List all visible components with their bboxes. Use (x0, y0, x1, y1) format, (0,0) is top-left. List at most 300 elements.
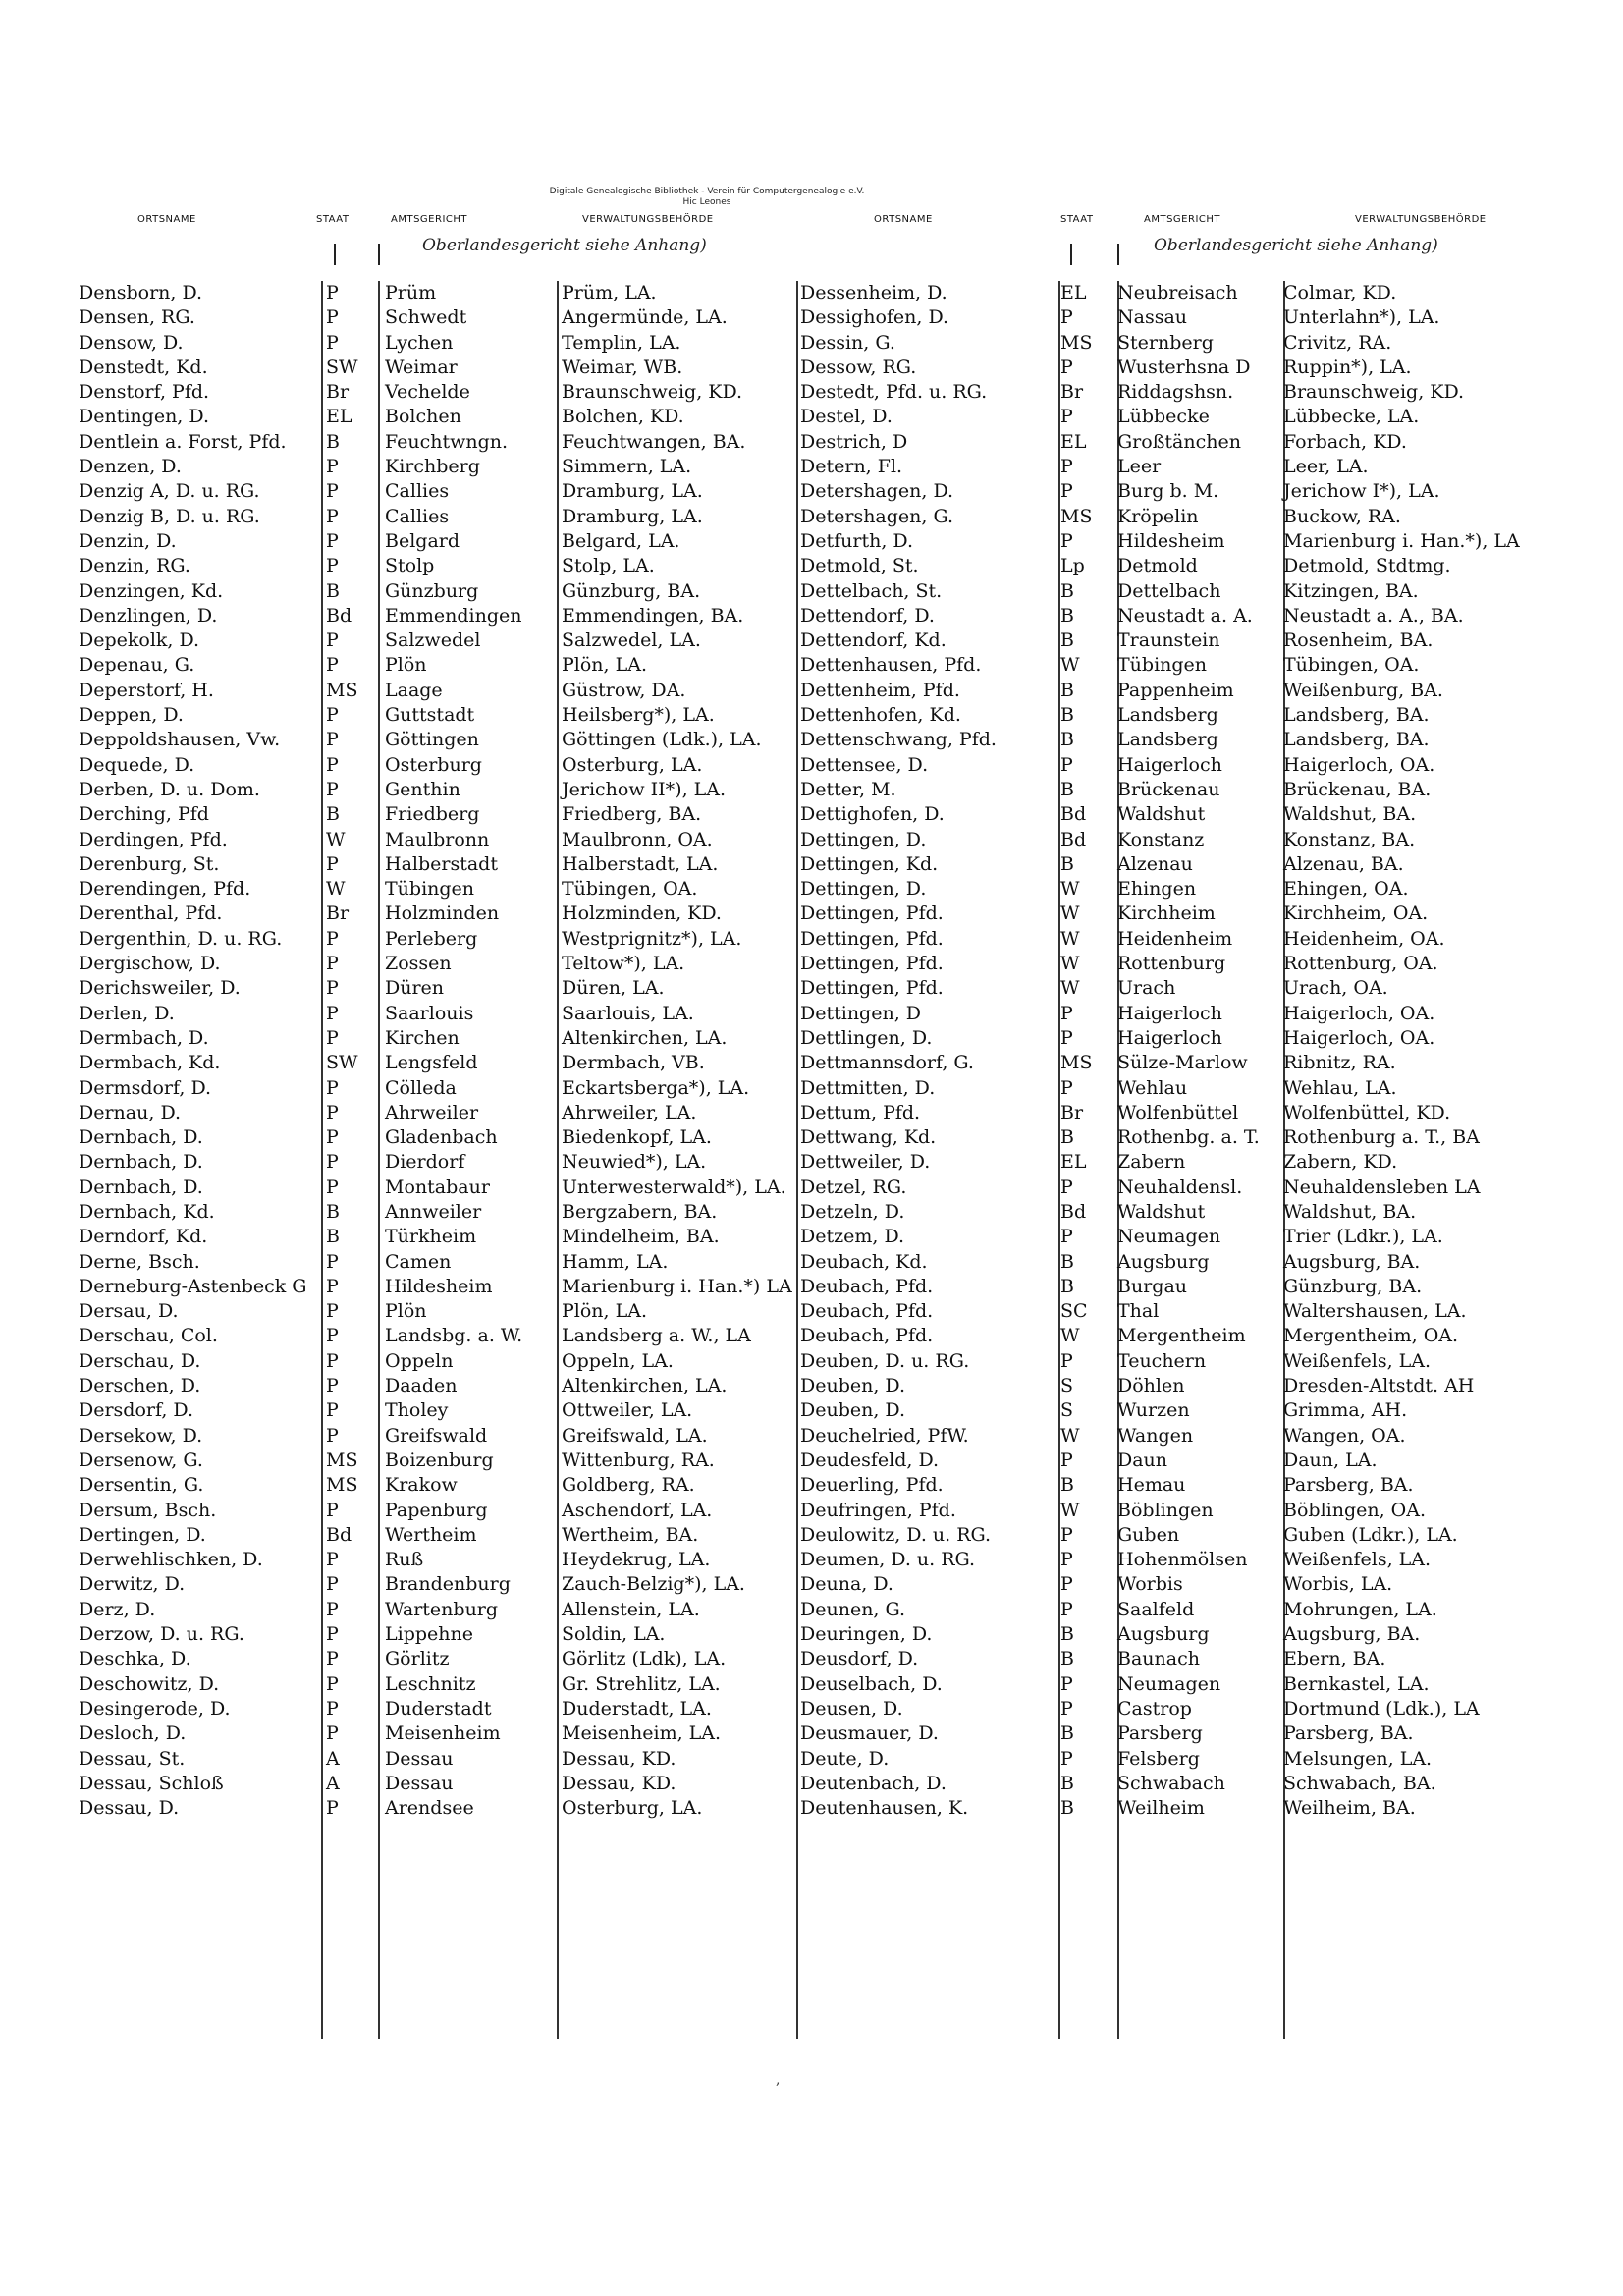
cell-amtsgericht: Tübingen (385, 878, 475, 901)
cell-ortsname: Dettingen, D (800, 1002, 922, 1024)
cell-ortsname: Deuna, D. (800, 1573, 893, 1596)
cell-staat: P (1060, 480, 1073, 503)
cell-staat: MS (1060, 1052, 1093, 1074)
cell-verwaltung: Güstrow, DA. (562, 679, 686, 701)
cell-amtsgericht: Halberstadt (385, 852, 498, 875)
table-row (79, 1548, 795, 1572)
cell-staat: P (1060, 1672, 1073, 1695)
cell-verwaltung: Augsburg, BA. (1283, 1250, 1421, 1273)
cell-verwaltung: Templin, LA. (562, 331, 681, 354)
cell-ortsname: Dessau, Schloß (79, 1772, 224, 1794)
cell-staat: W (1060, 1499, 1080, 1521)
cell-staat: S (1060, 1399, 1074, 1422)
cell-amtsgericht: Neuhaldensl. (1117, 1175, 1243, 1198)
cell-verwaltung: Heilsberg*), LA. (562, 704, 715, 727)
cell-staat: P (1060, 1573, 1073, 1596)
cell-amtsgericht: Stolp (385, 555, 435, 577)
watermark-line1: Digitale Genealogische Bibliothek - Verein für Computergenealogie e.V. (549, 187, 865, 196)
cell-ortsname: Denzin, RG. (79, 555, 190, 577)
cell-verwaltung: Mohrungen, LA. (1283, 1598, 1437, 1620)
cell-ortsname: Dersum, Bsch. (79, 1499, 217, 1521)
cell-staat: EL (1060, 282, 1087, 303)
cell-staat: Br (326, 381, 350, 404)
table-row (800, 778, 1546, 802)
table-row (800, 1150, 1546, 1175)
cell-amtsgericht: Saalfeld (1117, 1598, 1195, 1620)
table-row (79, 1026, 795, 1051)
header-rule (1070, 244, 1072, 265)
cell-verwaltung: Forbach, KD. (1283, 430, 1407, 453)
table-row (79, 479, 795, 504)
cell-amtsgericht: Hildesheim (385, 1275, 493, 1297)
header-rule (378, 244, 380, 265)
cell-verwaltung: Stolp, LA. (562, 555, 655, 577)
cell-verwaltung: Halberstadt, LA. (562, 852, 719, 875)
cell-ortsname: Dessau, D. (79, 1797, 180, 1820)
cell-staat: P (326, 729, 339, 751)
cell-verwaltung: Salzwedel, LA. (562, 629, 701, 652)
cell-verwaltung: Heidenheim, OA. (1283, 927, 1445, 950)
cell-staat: B (1060, 1623, 1074, 1646)
table-row (79, 1150, 795, 1175)
cell-amtsgericht: Krakow (385, 1474, 458, 1497)
cell-ortsname: Derndorf, Kd. (79, 1226, 208, 1248)
table-row (79, 1622, 795, 1647)
cell-ortsname: Desingerode, D. (79, 1697, 231, 1720)
cell-verwaltung: Waldshut, BA. (1283, 1200, 1417, 1223)
cell-amtsgericht: Callies (385, 505, 450, 527)
cell-staat: B (1060, 778, 1074, 800)
cell-verwaltung: Braunschweig, KD. (562, 381, 743, 404)
cell-verwaltung: Ebern, BA. (1283, 1648, 1386, 1670)
table-row (800, 1499, 1546, 1523)
cell-amtsgericht: Genthin (385, 778, 460, 800)
cell-verwaltung: Osterburg, LA. (562, 753, 703, 776)
cell-staat: S (1060, 1375, 1074, 1397)
table-row (800, 653, 1546, 678)
cell-amtsgericht: Leschnitz (385, 1672, 476, 1695)
cell-ortsname: Derwitz, D. (79, 1573, 186, 1596)
cell-amtsgericht: Gladenbach (385, 1126, 498, 1149)
cell-staat: W (1060, 1424, 1080, 1447)
table-row (800, 529, 1546, 554)
cell-ortsname: Dentingen, D. (79, 406, 209, 428)
cell-staat: Br (326, 902, 350, 925)
cell-amtsgericht: Callies (385, 480, 450, 503)
table-row (79, 802, 795, 827)
cell-staat: Bd (326, 1523, 352, 1546)
cell-verwaltung: Zabern, KD. (1283, 1151, 1398, 1174)
cell-staat: P (1060, 529, 1073, 552)
cell-verwaltung: Lübbecke, LA. (1283, 406, 1420, 428)
cell-staat: B (326, 1200, 340, 1223)
cell-verwaltung: Dramburg, LA. (562, 505, 703, 527)
cell-ortsname: Dersenow, G. (79, 1449, 203, 1471)
cell-ortsname: Deuchelried, PfW. (800, 1424, 969, 1447)
table-row (79, 1175, 795, 1200)
cell-amtsgericht: Meisenheim (385, 1722, 501, 1745)
table-row (800, 1374, 1546, 1398)
cell-ortsname: Denzin, D. (79, 529, 177, 552)
cell-staat: P (326, 1151, 339, 1174)
cell-staat: W (1060, 953, 1080, 975)
cell-verwaltung: Tübingen, OA. (1283, 654, 1420, 677)
cell-verwaltung: Saarlouis, LA. (562, 1002, 694, 1024)
cell-staat: P (326, 1325, 339, 1347)
cell-staat: Br (1060, 381, 1084, 404)
cell-staat: P (326, 852, 339, 875)
cell-amtsgericht: Traunstein (1117, 629, 1220, 652)
table-row (79, 1200, 795, 1225)
cell-ortsname: Denzingen, Kd. (79, 579, 224, 602)
cell-amtsgericht: Burg b. M. (1117, 480, 1219, 503)
cell-staat: P (326, 1424, 339, 1447)
cell-staat: W (1060, 977, 1080, 1000)
cell-ortsname: Deschowitz, D. (79, 1672, 220, 1695)
cell-ortsname: Deperstorf, H. (79, 679, 214, 701)
cell-ortsname: Dergischow, D. (79, 953, 221, 975)
cell-ortsname: Densow, D. (79, 331, 184, 354)
table-row (79, 728, 795, 752)
cell-staat: P (1060, 1026, 1073, 1049)
cell-ortsname: Dermbach, Kd. (79, 1052, 221, 1074)
cell-verwaltung: Teltow*), LA. (562, 953, 685, 975)
cell-ortsname: Deuben, D. u. RG. (800, 1349, 970, 1372)
cell-ortsname: Derenburg, St. (79, 852, 220, 875)
cell-amtsgericht: Baunach (1117, 1648, 1200, 1670)
watermark (511, 187, 903, 208)
table-row (800, 902, 1546, 926)
table-row (800, 952, 1546, 976)
table-row (800, 479, 1546, 504)
cell-verwaltung: Wolfenbüttel, KD. (1283, 1101, 1451, 1123)
cell-amtsgericht: Castrop (1117, 1697, 1192, 1720)
cell-amtsgericht: Schwedt (385, 306, 467, 329)
cell-ortsname: Denstedt, Kd. (79, 355, 208, 378)
cell-amtsgericht: Günzburg (385, 579, 479, 602)
table-row (79, 1722, 795, 1746)
cell-verwaltung: Wittenburg, RA. (562, 1449, 715, 1471)
cell-verwaltung: Waltershausen, LA. (1283, 1300, 1467, 1323)
cell-ortsname: Derdingen, Pfd. (79, 828, 228, 850)
cell-staat: W (326, 878, 346, 901)
cell-staat: B (1060, 629, 1074, 652)
cell-ortsname: Detershagen, D. (800, 480, 954, 503)
cell-staat: P (1060, 1549, 1073, 1571)
cell-verwaltung: Prüm, LA. (562, 282, 657, 303)
cell-staat: B (1060, 1275, 1074, 1297)
cell-amtsgericht: Guttstadt (385, 704, 475, 727)
cell-verwaltung: Ribnitz, RA. (1283, 1052, 1396, 1074)
cell-amtsgericht: Riddagshsn. (1117, 381, 1234, 404)
table-row (79, 380, 795, 405)
cell-staat: B (1060, 1474, 1074, 1497)
cell-amtsgericht: Weilheim (1117, 1797, 1205, 1820)
cell-amtsgericht: Lengsfeld (385, 1052, 478, 1074)
table-row (800, 1349, 1546, 1374)
right-column (800, 281, 1546, 1821)
cell-ortsname: Dettenheim, Pfd. (800, 679, 960, 701)
table-row (800, 305, 1546, 330)
table-row (800, 1051, 1546, 1075)
table-row (800, 1548, 1546, 1572)
cell-amtsgericht: Papenburg (385, 1499, 488, 1521)
cell-staat: B (326, 430, 340, 453)
table-row (800, 629, 1546, 653)
cell-amtsgericht: Düren (385, 977, 445, 1000)
subheader-right: Oberlandesgericht siehe Anhang) (1154, 236, 1438, 255)
cell-ortsname: Detzel, RG. (800, 1175, 907, 1198)
cell-amtsgericht: Haigerloch (1117, 1002, 1222, 1024)
cell-ortsname: Desloch, D. (79, 1722, 187, 1745)
table-row (79, 1747, 795, 1772)
cell-verwaltung: Parsberg, BA. (1283, 1474, 1414, 1497)
cell-verwaltung: Plön, LA. (562, 1300, 647, 1323)
header-right-amtsgericht: AMTSGERICHT (1144, 214, 1220, 225)
cell-staat: EL (1060, 1151, 1087, 1174)
cell-staat: EL (1060, 430, 1087, 453)
cell-staat: P (326, 753, 339, 776)
cell-ortsname: Dersekow, D. (79, 1424, 203, 1447)
cell-staat: B (1060, 604, 1074, 627)
cell-amtsgericht: Salzwedel (385, 629, 481, 652)
cell-staat: A (326, 1772, 340, 1794)
cell-staat: P (1060, 1076, 1073, 1099)
cell-amtsgericht: Camen (385, 1250, 452, 1273)
cell-amtsgericht: Bolchen (385, 406, 461, 428)
cell-ortsname: Detzeln, D. (800, 1200, 905, 1223)
table-row (800, 1772, 1546, 1796)
cell-verwaltung: Rosenheim, BA. (1283, 629, 1434, 652)
cell-staat: MS (326, 1474, 358, 1497)
table-row (800, 1672, 1546, 1697)
cell-verwaltung: Ahrweiler, LA. (562, 1101, 697, 1123)
cell-ortsname: Dernbach, D. (79, 1175, 203, 1198)
cell-amtsgericht: Wangen (1117, 1424, 1194, 1447)
cell-amtsgericht: Dessau (385, 1772, 454, 1794)
cell-verwaltung: Dortmund (Ldk.), LA (1283, 1697, 1480, 1720)
cell-verwaltung: Eckartsberga*), LA. (562, 1076, 750, 1099)
table-row (79, 1772, 795, 1796)
table-row (800, 1175, 1546, 1200)
cell-amtsgericht: Detmold (1117, 555, 1198, 577)
table-row (800, 1225, 1546, 1249)
cell-verwaltung: Dresden-Altstdt. AH (1283, 1375, 1475, 1397)
cell-verwaltung: Altenkirchen, LA. (562, 1375, 728, 1397)
table-row (800, 1572, 1546, 1597)
cell-verwaltung: Wehlau, LA. (1283, 1076, 1397, 1099)
cell-ortsname: Derendingen, Pfd. (79, 878, 251, 901)
cell-ortsname: Dernbach, D. (79, 1151, 203, 1174)
cell-verwaltung: Haigerloch, OA. (1283, 1002, 1435, 1024)
cell-amtsgericht: Hohenmölsen (1117, 1549, 1248, 1571)
table-row (800, 1697, 1546, 1722)
cell-ortsname: Derwehlischken, D. (79, 1549, 263, 1571)
cell-verwaltung: Kitzingen, BA. (1283, 579, 1419, 602)
table-row (79, 455, 795, 479)
cell-amtsgericht: Hildesheim (1117, 529, 1225, 552)
cell-ortsname: Detmold, St. (800, 555, 919, 577)
cell-ortsname: Densen, RG. (79, 306, 195, 329)
cell-ortsname: Deuselbach, D. (800, 1672, 943, 1695)
watermark-line2: Hic Leones (682, 197, 731, 207)
cell-ortsname: Dersau, D. (79, 1300, 179, 1323)
cell-verwaltung: Brückenau, BA. (1283, 778, 1432, 800)
cell-amtsgericht: Sülze-Marlow (1117, 1052, 1248, 1074)
cell-amtsgericht: Kröpelin (1117, 505, 1199, 527)
cell-amtsgericht: Türkheim (385, 1226, 477, 1248)
cell-ortsname: Detern, Fl. (800, 456, 903, 478)
cell-verwaltung: Aschendorf, LA. (562, 1499, 713, 1521)
cell-verwaltung: Plön, LA. (562, 654, 647, 677)
cell-verwaltung: Augsburg, BA. (1283, 1623, 1421, 1646)
table-row (800, 1424, 1546, 1449)
cell-verwaltung: Friedberg, BA. (562, 803, 702, 826)
cell-verwaltung: Tübingen, OA. (562, 878, 698, 901)
cell-amtsgericht: Daun (1117, 1449, 1168, 1471)
cell-verwaltung: Greifswald, LA. (562, 1424, 708, 1447)
cell-amtsgericht: Landsberg (1117, 729, 1218, 751)
table-row (79, 1449, 795, 1473)
cell-ortsname: Densborn, D. (79, 282, 203, 303)
cell-ortsname: Denzlingen, D. (79, 604, 218, 627)
cell-amtsgericht: Guben (1117, 1523, 1180, 1546)
header-right-verwaltung: VERWALTUNGSBEHÖRDE (1355, 214, 1487, 225)
cell-amtsgericht: Worbis (1117, 1573, 1183, 1596)
cell-amtsgericht: Haigerloch (1117, 753, 1222, 776)
cell-ortsname: Deulowitz, D. u. RG. (800, 1523, 992, 1546)
cell-amtsgericht: Perleberg (385, 927, 478, 950)
cell-ortsname: Dessin, G. (800, 331, 895, 354)
table-row (800, 1523, 1546, 1548)
cell-amtsgericht: Burgau (1117, 1275, 1188, 1297)
cell-verwaltung: Göttingen (Ldk.), LA. (562, 729, 762, 751)
cell-verwaltung: Belgard, LA. (562, 529, 680, 552)
cell-ortsname: Denzen, D. (79, 456, 182, 478)
table-row (79, 529, 795, 554)
cell-verwaltung: Neuhaldensleben LA (1283, 1175, 1481, 1198)
cell-staat: P (326, 1598, 339, 1620)
table-row (800, 679, 1546, 703)
cell-staat: P (326, 1101, 339, 1123)
cell-ortsname: Deubach, Kd. (800, 1250, 928, 1273)
table-row (800, 1324, 1546, 1348)
cell-amtsgericht: Ahrweiler (385, 1101, 479, 1123)
cell-amtsgericht: Tholey (385, 1399, 449, 1422)
table-row (79, 902, 795, 926)
cell-ortsname: Destedt, Pfd. u. RG. (800, 381, 988, 404)
cell-verwaltung: Haigerloch, OA. (1283, 753, 1435, 776)
table-row (800, 728, 1546, 752)
cell-staat: Bd (1060, 803, 1087, 826)
cell-amtsgericht: Prüm (385, 282, 437, 303)
cell-staat: Bd (1060, 1200, 1087, 1223)
cell-verwaltung: Daun, LA. (1283, 1449, 1378, 1471)
table-row (79, 1499, 795, 1523)
cell-staat: Bd (1060, 828, 1087, 850)
cell-staat: W (326, 828, 346, 850)
cell-ortsname: Detter, M. (800, 778, 896, 800)
cell-staat: MS (326, 1449, 358, 1471)
cell-staat: P (326, 505, 339, 527)
cell-amtsgericht: Lippehne (385, 1623, 473, 1646)
table-row (800, 405, 1546, 429)
table-row (79, 579, 795, 604)
cell-verwaltung: Meisenheim, LA. (562, 1722, 722, 1745)
cell-ortsname: Dessenheim, D. (800, 282, 947, 303)
cell-staat: P (1060, 306, 1073, 329)
cell-amtsgericht: Görlitz (385, 1648, 450, 1670)
table-row (800, 579, 1546, 604)
cell-staat: B (1060, 1797, 1074, 1820)
header-rule (1117, 244, 1119, 265)
table-row (79, 1125, 795, 1150)
cell-verwaltung: Landsberg, BA. (1283, 729, 1430, 751)
cell-amtsgericht: Cölleda (385, 1076, 457, 1099)
cell-verwaltung: Buckow, RA. (1283, 505, 1401, 527)
cell-ortsname: Dettingen, Pfd. (800, 953, 944, 975)
cell-staat: B (326, 803, 340, 826)
cell-ortsname: Detzem, D. (800, 1226, 905, 1248)
cell-staat: P (1060, 1747, 1073, 1770)
cell-amtsgericht: Arendsee (385, 1797, 474, 1820)
cell-verwaltung: Weilheim, BA. (1283, 1797, 1416, 1820)
cell-verwaltung: Marienburg i. Han.*) LA (562, 1275, 792, 1297)
table-row (79, 1349, 795, 1374)
cell-verwaltung: Angermünde, LA. (562, 306, 728, 329)
column-rule (796, 281, 798, 2039)
cell-amtsgericht: Felsberg (1117, 1747, 1200, 1770)
cell-staat: P (326, 1349, 339, 1372)
cell-ortsname: Deute, D. (800, 1747, 890, 1770)
cell-staat: P (326, 529, 339, 552)
cell-verwaltung: Mindelheim, BA. (562, 1226, 720, 1248)
cell-staat: P (1060, 1598, 1073, 1620)
table-row (79, 1076, 795, 1101)
cell-ortsname: Dettenhofen, Kd. (800, 704, 961, 727)
cell-verwaltung: Detmold, Stdtmg. (1283, 555, 1451, 577)
table-row (800, 430, 1546, 455)
table-row (800, 1275, 1546, 1299)
cell-ortsname: Dernbach, Kd. (79, 1200, 215, 1223)
table-row (79, 828, 795, 852)
table-row (79, 505, 795, 529)
cell-staat: B (1060, 1772, 1074, 1794)
cell-verwaltung: Weißenfels, LA. (1283, 1549, 1432, 1571)
cell-amtsgericht: Teuchern (1117, 1349, 1207, 1372)
cell-staat: P (1060, 1002, 1073, 1024)
cell-ortsname: Derichsweiler, D. (79, 977, 241, 1000)
cell-ortsname: Dettweiler, D. (800, 1151, 931, 1174)
cell-amtsgericht: Zossen (385, 953, 452, 975)
cell-verwaltung: Urach, OA. (1283, 977, 1388, 1000)
table-row (800, 1747, 1546, 1772)
cell-amtsgericht: Laage (385, 679, 443, 701)
cell-amtsgericht: Sternberg (1117, 331, 1214, 354)
cell-amtsgericht: Zabern (1117, 1151, 1186, 1174)
cell-amtsgericht: Plön (385, 1300, 427, 1323)
cell-amtsgericht: Rothenbg. a. T. (1117, 1126, 1260, 1149)
cell-verwaltung: Westprignitz*), LA. (562, 927, 742, 950)
cell-verwaltung: Wangen, OA. (1283, 1424, 1406, 1447)
table-row (800, 1473, 1546, 1498)
cell-verwaltung: Biedenkopf, LA. (562, 1126, 712, 1149)
cell-staat: P (1060, 1449, 1073, 1471)
cell-ortsname: Derschen, D. (79, 1375, 201, 1397)
cell-staat: P (326, 1002, 339, 1024)
cell-verwaltung: Crivitz, RA. (1283, 331, 1392, 354)
cell-verwaltung: Gr. Strehlitz, LA. (562, 1672, 721, 1695)
